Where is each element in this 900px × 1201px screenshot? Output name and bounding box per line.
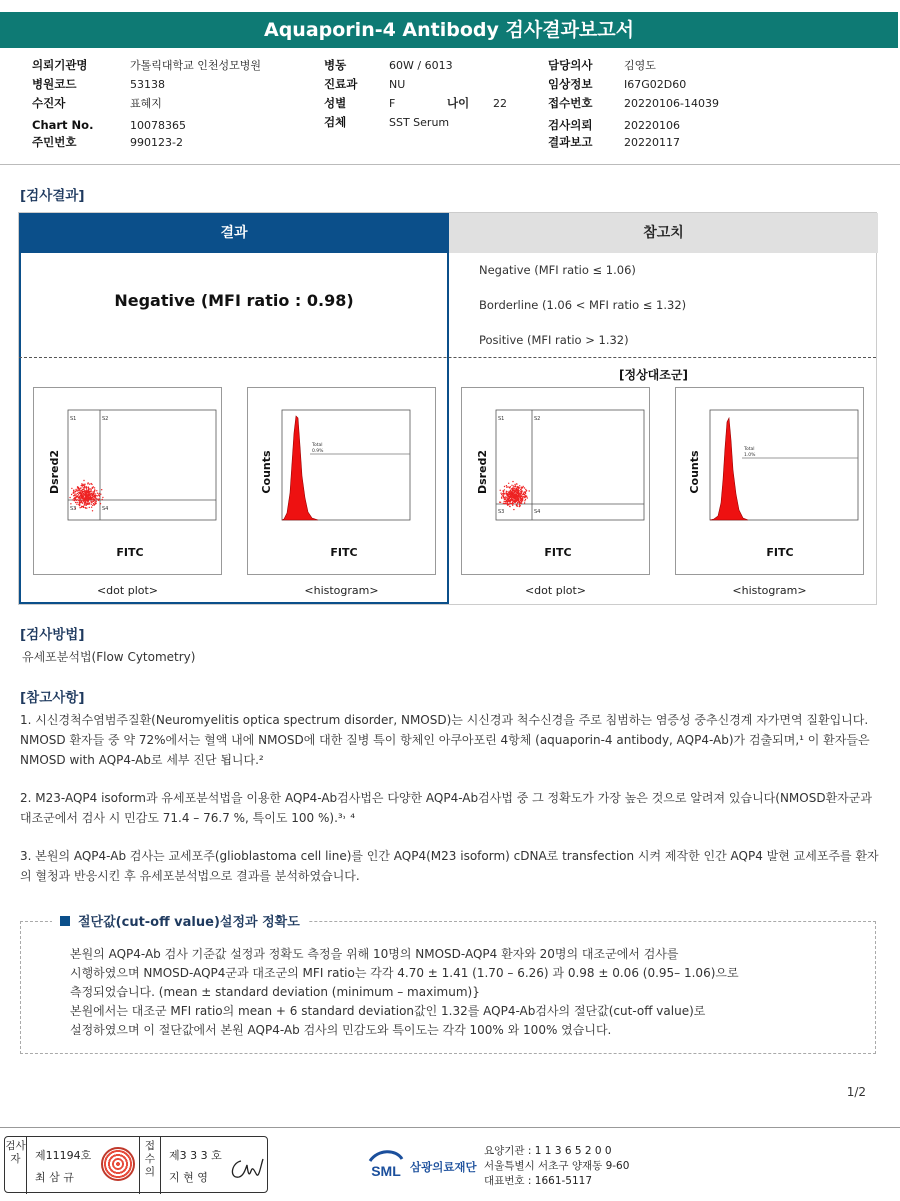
hist-marker-pct: 1.0% (744, 453, 756, 458)
section-title-notes: [참고사항] (20, 690, 85, 706)
org-name: 삼광의료재단 (410, 1160, 477, 1174)
hist-marker-label: Total (744, 447, 755, 452)
result-table (18, 212, 877, 605)
info-column-3 (548, 56, 719, 152)
org-info: 요양기관 : 1 1 3 6 5 2 0 0 서울특별시 서초구 양재동 9-60 대표번호 : 1661-5117 (484, 1145, 630, 1187)
histogram-caption: <histogram> (304, 584, 379, 597)
section-title-method: [검사방법] (20, 627, 85, 643)
quadrant-label: S3 (70, 506, 77, 512)
signature-icon (227, 1153, 265, 1183)
receiver-label: 접수의 (139, 1137, 161, 1194)
dot-plot-caption: <dot plot> (96, 584, 159, 597)
report-title: Aquaporin-4 Antibody 검사결과보고서 (0, 12, 898, 48)
receiver-name: 지 현 영 (169, 1171, 208, 1184)
method-text: 유세포분석법(Flow Cytometry) (22, 650, 196, 664)
reference-negative: Negative (MFI ratio ≤ 1.06) (479, 263, 636, 277)
dot-plot-svg (34, 388, 223, 576)
info-row: 병동 60W / 6013 (324, 58, 453, 72)
seal-stamp-icon (101, 1147, 135, 1181)
note-1: 1. 시신경척수염범주질환(Neuromyelitis optica spectrum disorder, NMOSD)는 시신경과 척수신경을 주로 침범하는 염증성 중추신경계 자가면역 질환입니다. NMOSD 환자들 중 약 72%에서는 혈액 내에 NMOSD에 대한 질병 특이 항체인 아쿠아포린 4항체 (aquaporin-4 antibody, AQP4-Ab)가 검출되며,¹ 이 환자들은 NMOSD with AQP4-Ab로 세부 진단 됩니다.² (20, 713, 870, 767)
footer-divider (0, 1127, 900, 1128)
info-row: 결과보고 20220117 (548, 135, 680, 149)
y-axis-label: Dsred2 (476, 449, 489, 495)
square-bullet-icon (60, 916, 70, 926)
quadrant-label: S4 (534, 509, 541, 515)
dot-plot-svg (462, 388, 651, 576)
info-row: 검체 SST Serum (324, 115, 450, 129)
info-column-1 (32, 56, 261, 152)
y-axis-label: Counts (688, 450, 701, 494)
quadrant-label: S2 (534, 416, 541, 422)
histogram-caption: <histogram> (732, 584, 807, 597)
control-dot-plot (461, 387, 650, 575)
result-header: 결과 (19, 213, 449, 253)
y-axis-label: Dsred2 (48, 449, 61, 495)
sml-logo-icon (366, 1145, 406, 1185)
quadrant-label: S2 (102, 416, 109, 422)
info-row: 주민번호 990123-2 (32, 135, 183, 149)
tester-name: 최 삼 규 (35, 1171, 74, 1184)
quadrant-label: S4 (102, 506, 109, 512)
reference-list (479, 261, 686, 366)
info-row: 의뢰기관명 가톨릭대학교 인천성모병원 (32, 58, 262, 72)
info-row: 접수번호 20220106-14039 (548, 96, 719, 110)
dashed-divider (19, 357, 876, 358)
cutoff-text: 본원의 AQP4-Ab 검사 기준값 설정과 정확도 측정을 위해 10명의 NMOSD-AQP4 환자와 20명의 대조군에서 검사를 시행하였으며 NMOSD-AQP4군과 대조군의 MFI ratio는 각각 4.70 ± 1.41 (1.70 – 6.26) 과 0.98 ± 0.06 (0.95– 1.06)으로 측정되었습니다. (mean ± standard deviation (minimum – maximum)} 본원에서는 대조군 MFI ratio의 mean + 6 standard deviation값인 1.32를 AQP4-Ab검사의 절단값(cut-off value)로 설정하였으며 이 절단값에서 본원 AQP4-Ab 검사의 민감도와 특이도는 각각 100% 와 100% 였습니다. (70, 947, 739, 1037)
note-2: 2. M23-AQP4 isoform과 유세포분석법을 이용한 AQP4-Ab검사법은 다양한 AQP4-Ab검사법 중 그 정확도가 가장 높은 것으로 알려져 있습니다(NMOSD환자군과 대조군에서 검사 시 민감도 71.4 – 76.7 %, 특이도 100 %).³˒ ⁴ (20, 791, 872, 825)
info-row: 수진자 표혜지 (32, 96, 162, 110)
page-number: 1/2 (846, 1085, 866, 1099)
age-label: 나이 (447, 96, 470, 110)
x-axis-label: FITC (544, 546, 572, 559)
section-title-result: [검사결과] (20, 188, 85, 204)
header-divider (0, 164, 900, 165)
quadrant-label: S1 (70, 416, 77, 422)
result-value: Negative (MFI ratio : 0.98) (114, 291, 354, 310)
tester-number: 제11194호 (35, 1149, 92, 1162)
info-column-2 (324, 56, 507, 132)
note-3: 3. 본원의 AQP4-Ab 검사는 교세포주(glioblastoma cell line)를 인간 AQP4(M23 isoform) cDNA로 transfection 시켜 제작한 인간 AQP4 발현 교세포주를 환자의 혈청과 반응시킨 후 유세포분석법으로 결과를 분석하였습니다. (20, 849, 879, 883)
logo-abbr: SML (371, 1163, 401, 1179)
reference-borderline: Borderline (1.06 < MFI ratio ≤ 1.32) (479, 298, 687, 312)
control-group-label: [정상대조군] (619, 368, 688, 382)
info-row: 병원코드 53138 (32, 77, 165, 91)
histogram-svg (676, 388, 865, 576)
x-axis-label: FITC (116, 546, 144, 559)
patient-histogram (247, 387, 436, 575)
quadrant-label: S1 (498, 416, 505, 422)
y-axis-label: Counts (260, 450, 273, 494)
tester-label: 검사자 (5, 1137, 27, 1194)
dot-plot-caption: <dot plot> (524, 584, 587, 597)
receiver-number: 제3 3 3 호 (169, 1149, 222, 1162)
info-row: 성별 F 나이 22 (324, 94, 507, 113)
hist-marker-label: Total (312, 443, 323, 448)
info-row: 담당의사 김영도 (548, 58, 656, 72)
hist-marker-pct: 0.9% (312, 449, 324, 454)
info-row: 임상정보 I67G02D60 (548, 77, 687, 91)
x-axis-label: FITC (330, 546, 358, 559)
histogram-svg (248, 388, 437, 576)
info-row: 검사의뢰 20220106 (548, 118, 680, 132)
x-axis-label: FITC (766, 546, 794, 559)
cutoff-title: 절단값(cut-off value)설정과 정확도 (52, 911, 308, 930)
reference-positive: Positive (MFI ratio > 1.32) (479, 333, 629, 347)
control-histogram (675, 387, 864, 575)
age-value: 22 (493, 97, 507, 110)
info-row: 진료과 NU (324, 77, 406, 91)
signature-block (4, 1136, 268, 1193)
quadrant-label: S3 (498, 509, 505, 515)
patient-dot-plot (33, 387, 222, 575)
info-row: Chart No. 10078365 (32, 118, 186, 132)
reference-header: 참고치 (449, 213, 878, 253)
